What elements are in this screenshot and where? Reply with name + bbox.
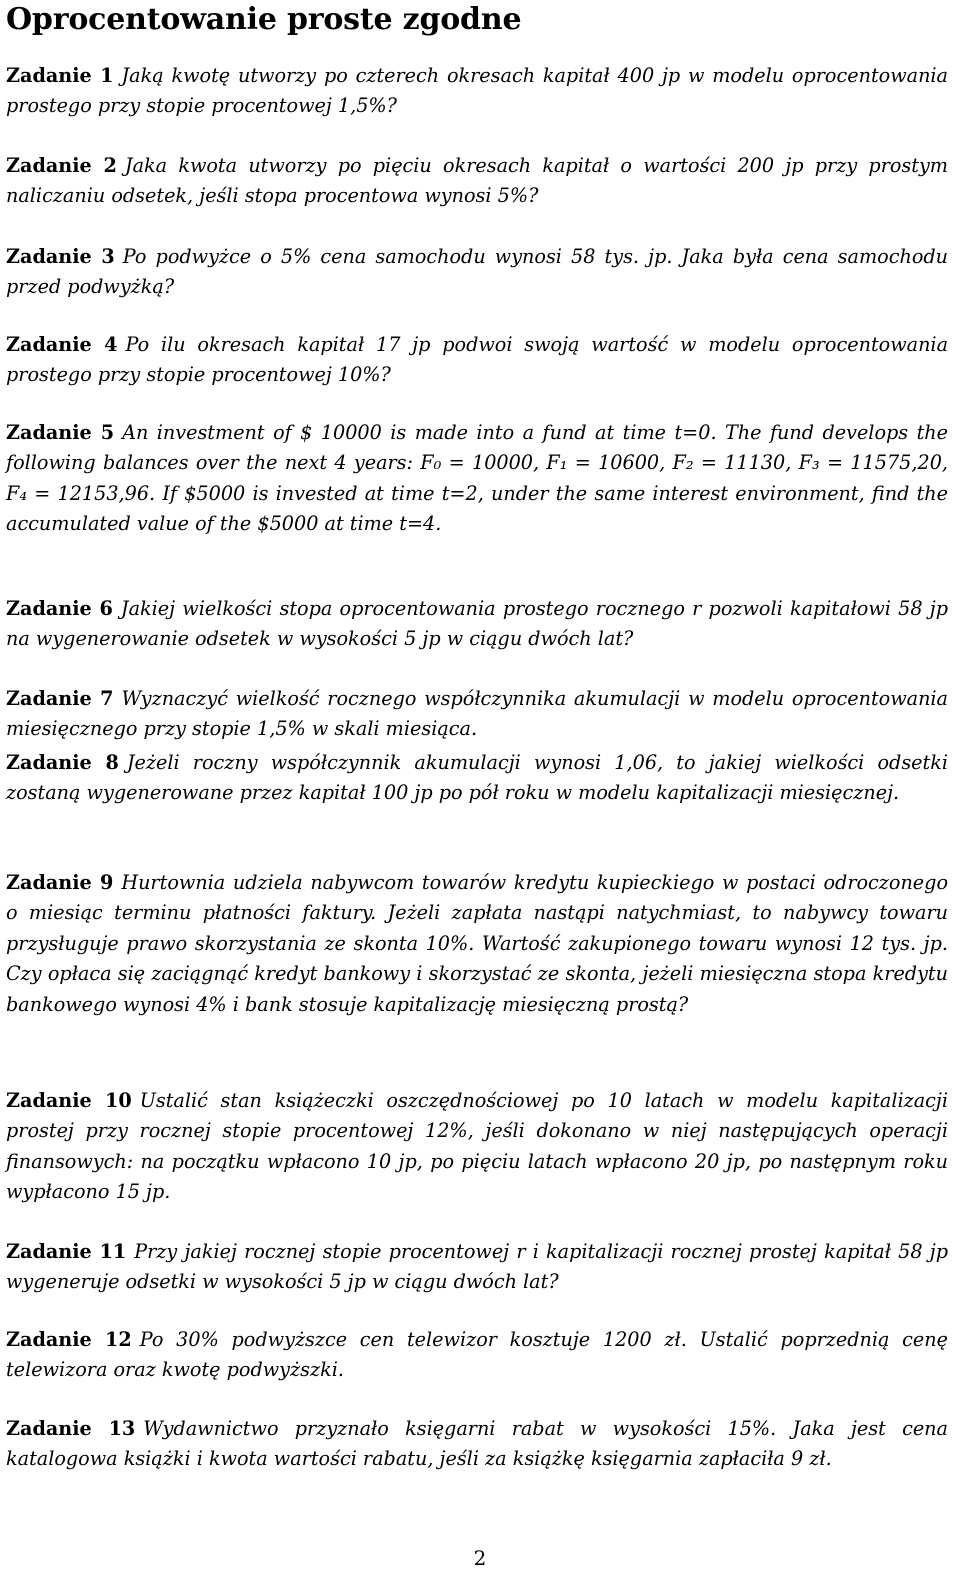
task-text: Hurtownia udziela nabywcom towarów kredytu kupieckiego w postaci odroczonego o miesiąc terminu płatności faktury. Jeżeli zapłata nastąpi natychmiast, to nabywcy towaru przysługuje prawo skorzystania ze skonta 10%. Wartość zakupionego towaru wynosi 12 tys. jp. Czy opłaca się zaciągnąć kredyt bankowy i skorzystać ze skonta, jeżeli miesięczna stopa kredytu bankowego wynosi 4% i bank stosuje kapitalizację miesięczną prostą? xyxy=(6,871,948,1016)
task-11 xyxy=(6,1237,948,1298)
task-text: Ustalić stan książeczki oszczędnościowej po 10 latach w modelu kapitalizacji prostej przy rocznej stopie procentowej 12%, jeśli dokonano w niej następujących operacji finansowych: na początku wpłacono 10 jp, po pięciu latach wpłacono 20 jp, po następnym roku wypłacono 15 jp. xyxy=(6,1089,949,1204)
task-text: Wydawnictwo przyznało księgarni rabat w wysokości 15%. Jaka jest cena katalogowa książki i kwota wartości rabatu, jeśli za książkę księgarnia zapłaciła 9 zł. xyxy=(6,1417,948,1471)
task-label: Zadanie 4 xyxy=(6,333,118,356)
task-8 xyxy=(6,748,948,809)
task-label: Zadanie 13 xyxy=(6,1417,136,1440)
task-text: Wyznaczyć wielkość rocznego współczynnika akumulacji w modelu oprocentowania miesięcznego przy stopie 1,5% w skali miesiąca. xyxy=(6,687,949,741)
task-12 xyxy=(6,1325,948,1386)
task-13 xyxy=(6,1414,948,1475)
page-title: Oprocentowanie proste zgodne xyxy=(6,2,522,37)
task-label: Zadanie 2 xyxy=(6,154,117,177)
task-label: Zadanie 6 xyxy=(6,597,113,620)
task-text: An investment of $ 10000 is made into a fund at time t=0. The fund develops the following balances over the next 4 years: F₀ = 10000, F₁ = 10600, F₂ = 11130, F₃ = 11575,20, F₄ = 12153,96. If $5000 is invested at time t=2, under the same interest environment, find the accumulated value of the $5000 at time t=4. xyxy=(6,421,948,536)
task-label: Zadanie 12 xyxy=(6,1328,132,1351)
task-label: Zadanie 9 xyxy=(6,871,114,894)
task-text: Jeżeli roczny współczynnik akumulacji wynosi 1,06, to jakiej wielkości odsetki zostaną wygenerowane przez kapitał 100 jp po pół roku w modelu kapitalizacji miesięcznej. xyxy=(6,751,948,805)
task-7 xyxy=(6,684,948,745)
task-text: Po ilu okresach kapitał 17 jp podwoi swoją wartość w modelu oprocentowania prostego przy stopie procentowej 10%? xyxy=(6,333,949,387)
task-label: Zadanie 11 xyxy=(6,1240,127,1263)
task-text: Po podwyżce o 5% cena samochodu wynosi 58 tys. jp. Jaka była cena samochodu przed podwyżką? xyxy=(6,245,949,299)
task-2 xyxy=(6,151,948,212)
task-text: Jaką kwotę utworzy po czterech okresach kapitał 400 jp w modelu oprocentowania prostego przy stopie procentowej 1,5%? xyxy=(6,64,948,118)
task-6 xyxy=(6,594,948,655)
task-text: Jakiej wielkości stopa oprocentowania prostego rocznego r pozwoli kapitałowi 58 jp na wygenerowanie odsetek w wysokości 5 jp w ciągu dwóch lat? xyxy=(6,597,949,651)
task-3 xyxy=(6,242,948,303)
task-text: Jaka kwota utworzy po pięciu okresach kapitał o wartości 200 jp przy prostym naliczaniu odsetek, jeśli stopa procentowa wynosi 5%? xyxy=(6,154,949,208)
task-text: Przy jakiej rocznej stopie procentowej r i kapitalizacji rocznej prostej kapitał 58 jp wygeneruje odsetki w wysokości 5 jp w ciągu dwóch lat? xyxy=(6,1240,948,1294)
task-label: Zadanie 3 xyxy=(6,245,115,268)
task-label: Zadanie 10 xyxy=(6,1089,132,1112)
task-4 xyxy=(6,330,948,391)
task-5 xyxy=(6,418,948,540)
task-text: Po 30% podwyższce cen telewizor kosztuje 1200 zł. Ustalić poprzednią cenę telewizora oraz kwotę podwyższki. xyxy=(6,1328,948,1382)
page-number: 2 xyxy=(473,1546,487,1570)
task-1 xyxy=(6,61,948,122)
task-label: Zadanie 7 xyxy=(6,687,114,710)
task-10 xyxy=(6,1086,948,1208)
task-label: Zadanie 5 xyxy=(6,421,115,444)
task-label: Zadanie 1 xyxy=(6,64,114,87)
task-label: Zadanie 8 xyxy=(6,751,119,774)
task-9 xyxy=(6,868,948,1020)
